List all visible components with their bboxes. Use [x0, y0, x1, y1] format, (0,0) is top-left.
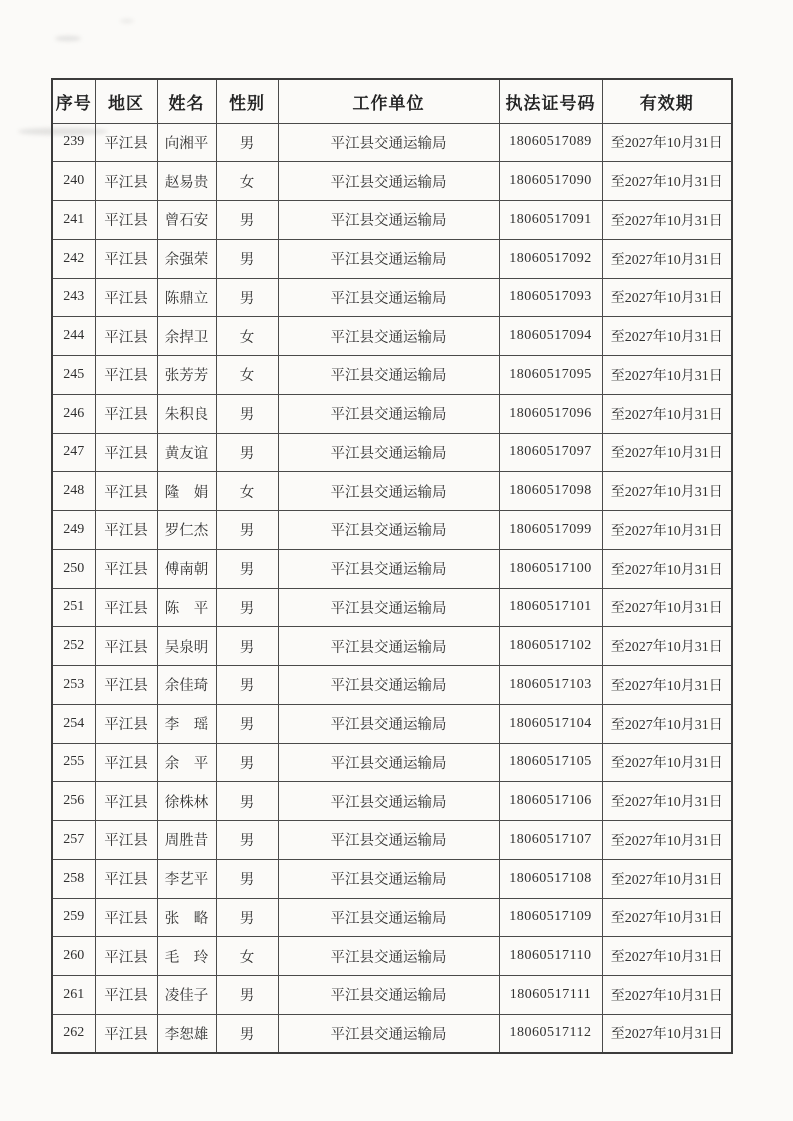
cell-region: 平江县 — [95, 1014, 157, 1053]
cell-work-unit: 平江县交通运输局 — [278, 239, 499, 278]
cell-index: 243 — [52, 278, 95, 317]
cell-region: 平江县 — [95, 898, 157, 937]
table-row — [52, 627, 732, 666]
table-row — [52, 704, 732, 743]
cell-gender: 男 — [216, 704, 278, 743]
cell-region: 平江县 — [95, 201, 157, 240]
cell-work-unit: 平江县交通运输局 — [278, 666, 499, 705]
cell-gender: 男 — [216, 588, 278, 627]
cell-validity: 至2027年10月31日 — [602, 976, 732, 1015]
cell-region: 平江县 — [95, 704, 157, 743]
cell-name: 陈鼎立 — [157, 278, 216, 317]
cell-index: 244 — [52, 317, 95, 356]
cell-index: 260 — [52, 937, 95, 976]
table-row — [52, 123, 732, 162]
cell-certificate-number: 18060517091 — [499, 201, 602, 240]
cell-name: 余佳琦 — [157, 666, 216, 705]
cell-validity: 至2027年10月31日 — [602, 394, 732, 433]
cell-validity: 至2027年10月31日 — [602, 201, 732, 240]
cell-certificate-number: 18060517112 — [499, 1014, 602, 1053]
cell-gender: 男 — [216, 821, 278, 860]
cell-validity: 至2027年10月31日 — [602, 239, 732, 278]
cell-work-unit: 平江县交通运输局 — [278, 704, 499, 743]
cell-work-unit: 平江县交通运输局 — [278, 472, 499, 511]
cell-certificate-number: 18060517102 — [499, 627, 602, 666]
cell-certificate-number: 18060517096 — [499, 394, 602, 433]
cell-certificate-number: 18060517107 — [499, 821, 602, 860]
cell-region: 平江县 — [95, 162, 157, 201]
table-row — [52, 937, 732, 976]
cell-index: 239 — [52, 123, 95, 162]
table-header-row — [52, 79, 732, 123]
cell-validity: 至2027年10月31日 — [602, 123, 732, 162]
cell-gender: 男 — [216, 239, 278, 278]
cell-gender: 男 — [216, 278, 278, 317]
table-row — [52, 317, 732, 356]
table-row — [52, 859, 732, 898]
cell-region: 平江县 — [95, 588, 157, 627]
cell-index: 240 — [52, 162, 95, 201]
cell-gender: 男 — [216, 627, 278, 666]
cell-index: 242 — [52, 239, 95, 278]
cell-index: 252 — [52, 627, 95, 666]
cell-gender: 男 — [216, 898, 278, 937]
cell-validity: 至2027年10月31日 — [602, 782, 732, 821]
cell-validity: 至2027年10月31日 — [602, 588, 732, 627]
cell-index: 259 — [52, 898, 95, 937]
table-row — [52, 743, 732, 782]
cell-certificate-number: 18060517109 — [499, 898, 602, 937]
cell-certificate-number: 18060517106 — [499, 782, 602, 821]
cell-region: 平江县 — [95, 976, 157, 1015]
table-body — [52, 123, 732, 1053]
cell-validity: 至2027年10月31日 — [602, 317, 732, 356]
table-row — [52, 782, 732, 821]
cell-validity: 至2027年10月31日 — [602, 472, 732, 511]
cell-name: 李艺平 — [157, 859, 216, 898]
column-header-gender: 性别 — [216, 79, 278, 123]
column-header-index: 序号 — [52, 79, 95, 123]
cell-index: 248 — [52, 472, 95, 511]
cell-certificate-number: 18060517093 — [499, 278, 602, 317]
cell-validity: 至2027年10月31日 — [602, 356, 732, 395]
cell-name: 罗仁杰 — [157, 511, 216, 550]
table-row — [52, 201, 732, 240]
cell-gender: 女 — [216, 937, 278, 976]
table-row — [52, 162, 732, 201]
cell-work-unit: 平江县交通运输局 — [278, 278, 499, 317]
cell-gender: 男 — [216, 394, 278, 433]
cell-gender: 女 — [216, 317, 278, 356]
table-row — [52, 976, 732, 1015]
cell-certificate-number: 18060517097 — [499, 433, 602, 472]
cell-name: 赵易贵 — [157, 162, 216, 201]
cell-work-unit: 平江县交通运输局 — [278, 743, 499, 782]
cell-validity: 至2027年10月31日 — [602, 278, 732, 317]
column-header-region: 地区 — [95, 79, 157, 123]
cell-region: 平江县 — [95, 472, 157, 511]
table-row — [52, 898, 732, 937]
column-header-certificate-number: 执法证号码 — [499, 79, 602, 123]
cell-certificate-number: 18060517095 — [499, 356, 602, 395]
cell-gender: 男 — [216, 743, 278, 782]
cell-name: 李 瑶 — [157, 704, 216, 743]
cell-gender: 女 — [216, 356, 278, 395]
cell-certificate-number: 18060517100 — [499, 549, 602, 588]
cell-index: 258 — [52, 859, 95, 898]
cell-region: 平江县 — [95, 433, 157, 472]
cell-name: 隆 娟 — [157, 472, 216, 511]
cell-region: 平江县 — [95, 511, 157, 550]
cell-certificate-number: 18060517099 — [499, 511, 602, 550]
cell-index: 254 — [52, 704, 95, 743]
cell-region: 平江县 — [95, 549, 157, 588]
cell-gender: 女 — [216, 472, 278, 511]
cell-work-unit: 平江县交通运输局 — [278, 123, 499, 162]
cell-name: 曾石安 — [157, 201, 216, 240]
table-row — [52, 666, 732, 705]
cell-name: 张 略 — [157, 898, 216, 937]
table-row — [52, 821, 732, 860]
cell-work-unit: 平江县交通运输局 — [278, 976, 499, 1015]
column-header-validity: 有效期 — [602, 79, 732, 123]
table-row — [52, 278, 732, 317]
cell-name: 向湘平 — [157, 123, 216, 162]
cell-validity: 至2027年10月31日 — [602, 743, 732, 782]
cell-certificate-number: 18060517094 — [499, 317, 602, 356]
cell-name: 傅南朝 — [157, 549, 216, 588]
cell-name: 陈 平 — [157, 588, 216, 627]
cell-region: 平江县 — [95, 782, 157, 821]
cell-region: 平江县 — [95, 278, 157, 317]
cell-name: 李恕雄 — [157, 1014, 216, 1053]
cell-region: 平江县 — [95, 937, 157, 976]
cell-index: 261 — [52, 976, 95, 1015]
table-row — [52, 588, 732, 627]
table-row — [52, 394, 732, 433]
cell-index: 245 — [52, 356, 95, 395]
cell-validity: 至2027年10月31日 — [602, 162, 732, 201]
cell-name: 张芳芳 — [157, 356, 216, 395]
cell-validity: 至2027年10月31日 — [602, 937, 732, 976]
cell-work-unit: 平江县交通运输局 — [278, 162, 499, 201]
scan-smudge — [55, 36, 81, 41]
cell-validity: 至2027年10月31日 — [602, 1014, 732, 1053]
table-row — [52, 472, 732, 511]
table-row — [52, 239, 732, 278]
table-row — [52, 511, 732, 550]
cell-work-unit: 平江县交通运输局 — [278, 898, 499, 937]
cell-certificate-number: 18060517108 — [499, 859, 602, 898]
cell-validity: 至2027年10月31日 — [602, 898, 732, 937]
cell-certificate-number: 18060517098 — [499, 472, 602, 511]
cell-gender: 男 — [216, 859, 278, 898]
cell-work-unit: 平江县交通运输局 — [278, 937, 499, 976]
cell-validity: 至2027年10月31日 — [602, 511, 732, 550]
cell-index: 251 — [52, 588, 95, 627]
cell-name: 余捍卫 — [157, 317, 216, 356]
cell-gender: 男 — [216, 549, 278, 588]
cell-work-unit: 平江县交通运输局 — [278, 821, 499, 860]
cell-name: 余强荣 — [157, 239, 216, 278]
table-row — [52, 356, 732, 395]
column-header-name: 姓名 — [157, 79, 216, 123]
personnel-roster-table — [51, 78, 733, 1054]
cell-certificate-number: 18060517101 — [499, 588, 602, 627]
cell-validity: 至2027年10月31日 — [602, 433, 732, 472]
cell-region: 平江县 — [95, 859, 157, 898]
cell-gender: 男 — [216, 782, 278, 821]
cell-certificate-number: 18060517103 — [499, 666, 602, 705]
cell-region: 平江县 — [95, 394, 157, 433]
cell-validity: 至2027年10月31日 — [602, 666, 732, 705]
table-row — [52, 433, 732, 472]
column-header-work-unit: 工作单位 — [278, 79, 499, 123]
cell-index: 246 — [52, 394, 95, 433]
cell-validity: 至2027年10月31日 — [602, 859, 732, 898]
cell-work-unit: 平江县交通运输局 — [278, 394, 499, 433]
cell-index: 257 — [52, 821, 95, 860]
cell-region: 平江县 — [95, 627, 157, 666]
cell-name: 徐株林 — [157, 782, 216, 821]
cell-certificate-number: 18060517089 — [499, 123, 602, 162]
cell-name: 黄友谊 — [157, 433, 216, 472]
cell-gender: 男 — [216, 976, 278, 1015]
cell-name: 毛 玲 — [157, 937, 216, 976]
cell-gender: 男 — [216, 433, 278, 472]
cell-index: 247 — [52, 433, 95, 472]
cell-work-unit: 平江县交通运输局 — [278, 859, 499, 898]
cell-work-unit: 平江县交通运输局 — [278, 317, 499, 356]
cell-work-unit: 平江县交通运输局 — [278, 356, 499, 395]
cell-gender: 女 — [216, 162, 278, 201]
cell-region: 平江县 — [95, 317, 157, 356]
cell-region: 平江县 — [95, 239, 157, 278]
cell-index: 241 — [52, 201, 95, 240]
cell-work-unit: 平江县交通运输局 — [278, 201, 499, 240]
cell-region: 平江县 — [95, 743, 157, 782]
cell-region: 平江县 — [95, 821, 157, 860]
cell-certificate-number: 18060517092 — [499, 239, 602, 278]
cell-gender: 男 — [216, 1014, 278, 1053]
cell-certificate-number: 18060517090 — [499, 162, 602, 201]
cell-index: 256 — [52, 782, 95, 821]
table-row — [52, 549, 732, 588]
cell-gender: 男 — [216, 666, 278, 705]
cell-validity: 至2027年10月31日 — [602, 821, 732, 860]
cell-work-unit: 平江县交通运输局 — [278, 433, 499, 472]
cell-index: 253 — [52, 666, 95, 705]
cell-name: 吴泉明 — [157, 627, 216, 666]
cell-work-unit: 平江县交通运输局 — [278, 549, 499, 588]
cell-certificate-number: 18060517110 — [499, 937, 602, 976]
cell-index: 249 — [52, 511, 95, 550]
cell-gender: 男 — [216, 511, 278, 550]
cell-work-unit: 平江县交通运输局 — [278, 782, 499, 821]
cell-validity: 至2027年10月31日 — [602, 704, 732, 743]
cell-work-unit: 平江县交通运输局 — [278, 1014, 499, 1053]
cell-work-unit: 平江县交通运输局 — [278, 511, 499, 550]
cell-region: 平江县 — [95, 356, 157, 395]
cell-work-unit: 平江县交通运输局 — [278, 627, 499, 666]
cell-name: 周胜昔 — [157, 821, 216, 860]
cell-work-unit: 平江县交通运输局 — [278, 588, 499, 627]
cell-region: 平江县 — [95, 123, 157, 162]
cell-certificate-number: 18060517105 — [499, 743, 602, 782]
cell-index: 262 — [52, 1014, 95, 1053]
cell-index: 250 — [52, 549, 95, 588]
cell-name: 余 平 — [157, 743, 216, 782]
cell-certificate-number: 18060517104 — [499, 704, 602, 743]
cell-gender: 男 — [216, 201, 278, 240]
cell-validity: 至2027年10月31日 — [602, 549, 732, 588]
cell-name: 凌佳子 — [157, 976, 216, 1015]
scan-smudge — [120, 19, 134, 23]
cell-gender: 男 — [216, 123, 278, 162]
cell-region: 平江县 — [95, 666, 157, 705]
cell-name: 朱积良 — [157, 394, 216, 433]
cell-validity: 至2027年10月31日 — [602, 627, 732, 666]
cell-certificate-number: 18060517111 — [499, 976, 602, 1015]
table-row — [52, 1014, 732, 1053]
cell-index: 255 — [52, 743, 95, 782]
